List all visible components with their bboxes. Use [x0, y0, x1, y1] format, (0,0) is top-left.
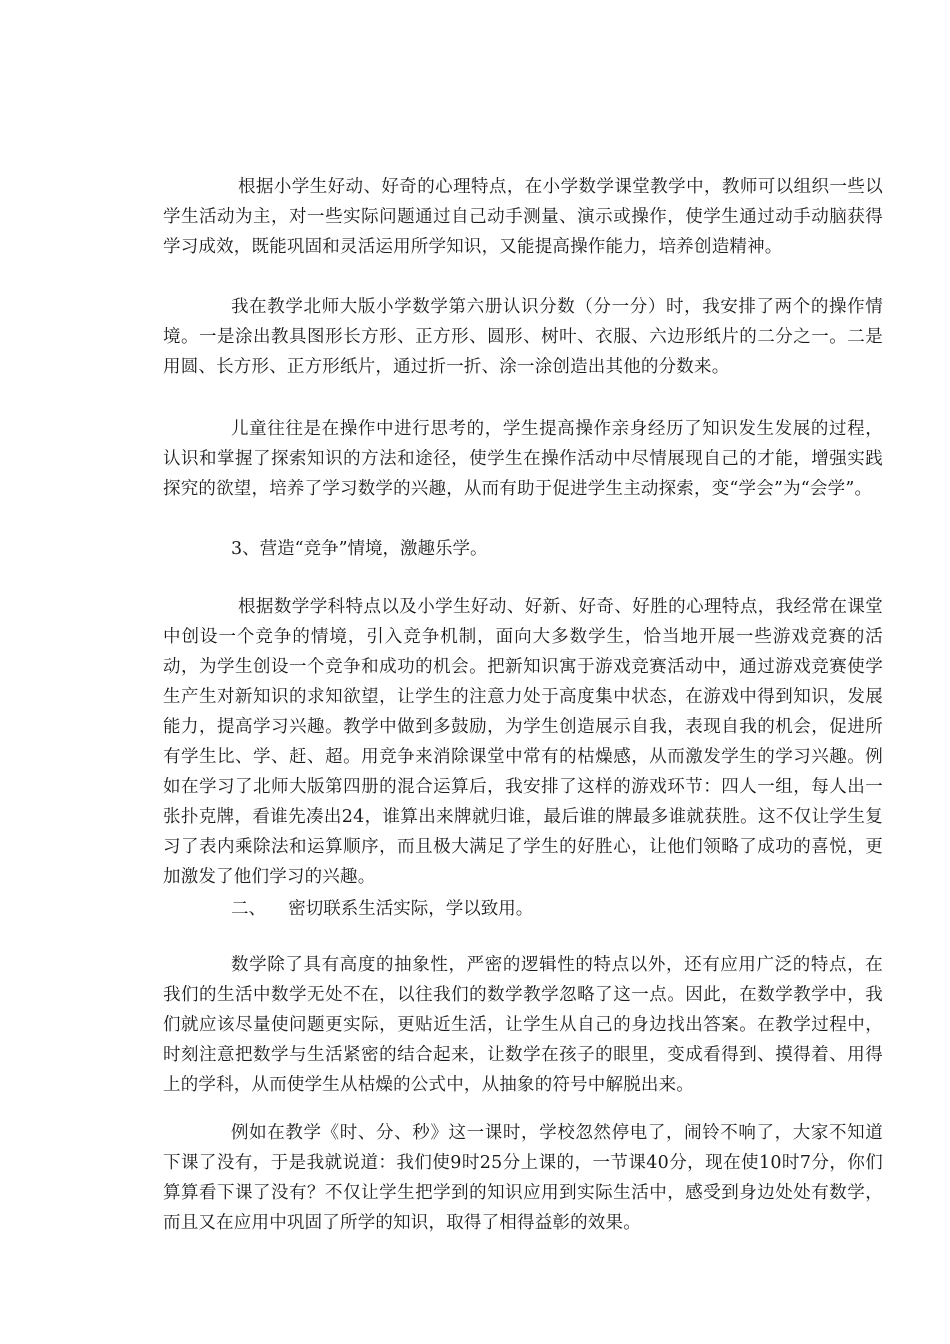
paragraph-children-thinking: 儿童往往是在操作中进行思考的，学生提高操作亲身经历了知识发生发展的过程，认识和掌握了探索知识的方法和途径，使学生在操作活动中尽情展现自己的才能，增强实践探究的欲望，培养了学习数学的兴趣，从而有助于促进学生主动探索，变“学会”为“会学”。 [163, 419, 883, 499]
section-heading-competition: 3、营造“竞争”情境，激趣乐学。 [231, 539, 488, 559]
paragraph-hands-on-activities: 根据小学生好动、好奇的心理特点，在小学数学课堂教学中，教师可以组织一些以学生活动为主，对一些实际问题通过自己动手测量、演示或操作，使学生通过动手动脑获得学习成效，既能巩固和灵活运用所学知识，又能提高操作能力，培养创造精神。 [163, 177, 883, 257]
paragraph-math-in-life: 数学除了具有高度的抽象性，严密的逻辑性的特点以外，还有应用广泛的特点，在我们的生活中数学无处不在，以往我们的数学教学忽略了这一点。因此，在数学教学中，我们就应该尽量使问题更实际，更贴近生活，让学生从自己的身边找出答案。在教学过程中，时刻注意把数学与生活紧密的结合起来，让数学在孩子的眼里，变成看得到、摸得着、用得上的学科，从而使学生从枯燥的公式中，从抽象的符号中解脱出来。 [163, 955, 883, 1095]
paragraph-competition-games: 根据数学学科特点以及小学生好动、好新、好奇、好胜的心理特点，我经常在课堂中创设一个竞争的情境，引入竞争机制，面向大多数学生，恰当地开展一些游戏竞赛的活动，为学生创设一个竞争和成功的机会。把新知识寓于游戏竞赛活动中，通过游戏竞赛使学生产生对新知识的求知欲望，让学生的注意力处于高度集中状态，在游戏中得到知识，发展能力，提高学习兴趣。教学中做到多鼓励，为学生创造展示自我，表现自我的机会，促进所有学生比、学、赶、超。用竞争来消除课堂中常有的枯燥感，从而激发学生的学习兴趣。例如在学习了北师大版第四册的混合运算后，我安排了这样的游戏环节：四人一组，每人出一张扑克牌，看谁先凑出24，谁算出来牌就归谁，最后谁的牌最多谁就获胜。这不仅让学生复习了表内乘除法和运算顺序，而且极大满足了学生的好胜心，让他们领略了成功的喜悦，更加激发了他们学习的兴趣。 [163, 597, 883, 887]
section-heading-real-life: 二、 密切联系生活实际，学以致用。 [231, 899, 534, 919]
paragraph-fraction-lesson: 我在教学北师大版小学数学第六册认识分数（分一分）时，我安排了两个的操作情境。一是涂出教具图形长方形、正方形、圆形、树叶、衣服、六边形纸片的二分之一。二是用圆、长方形、正方形纸片，通过折一折、涂一涂创造出其他的分数来。 [163, 297, 883, 377]
paragraph-time-lesson-example: 例如在教学《时、分、秒》这一课时，学校忽然停电了，闹铃不响了，大家不知道下课了没有，于是我就说道：我们使9时25分上课的，一节课40分，现在使10时7分，你们算算看下课了没有？不仅让学生把学到的知识应用到实际生活中，感受到身边处处有数学，而且又在应用中巩固了所学的知识，取得了相得益彰的效果。 [163, 1123, 883, 1233]
